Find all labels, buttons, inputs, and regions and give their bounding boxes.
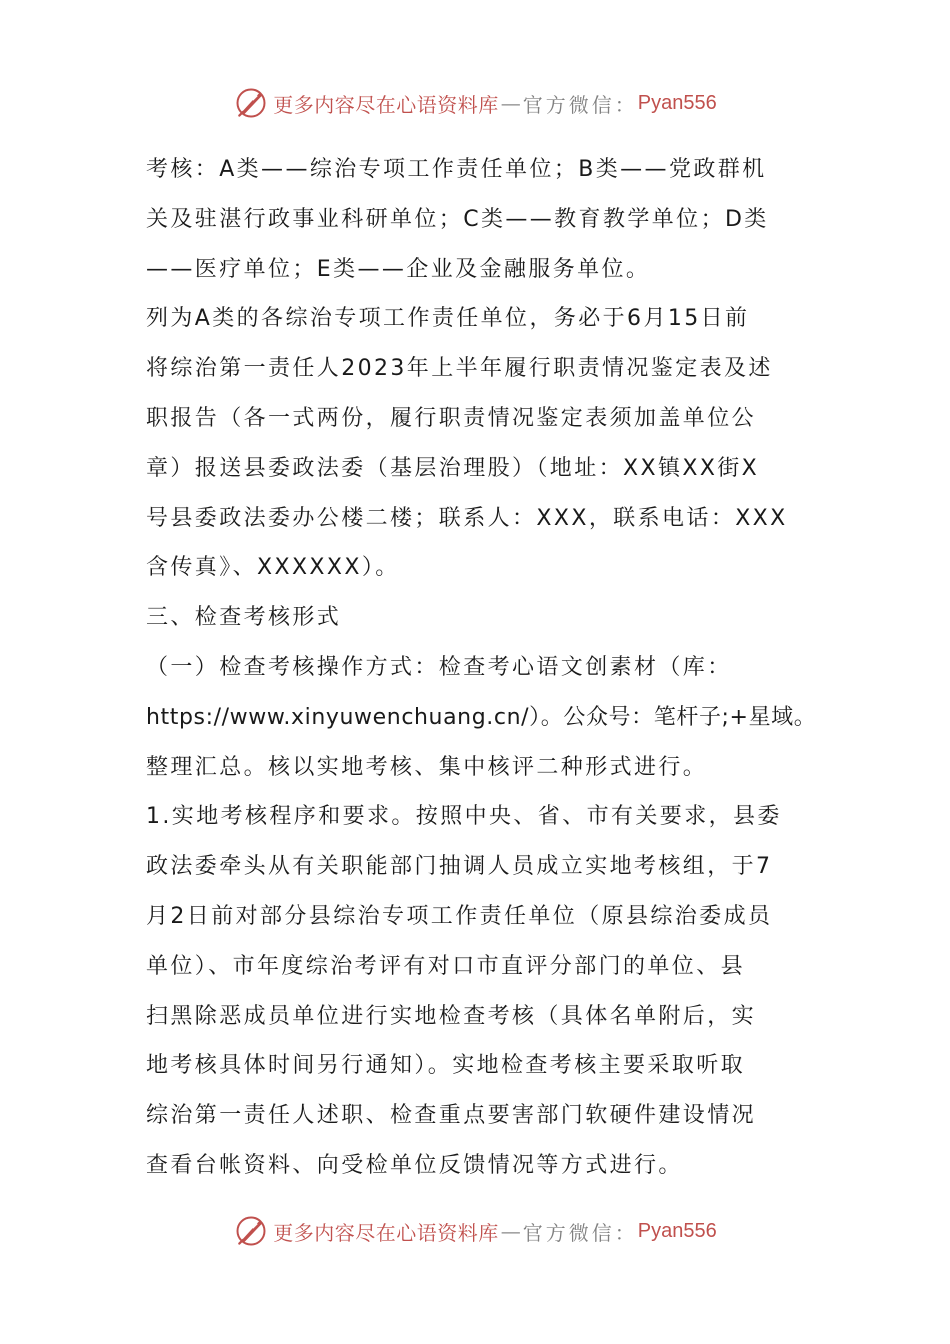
- banner-tagline: 更多内容尽在心语资料库: [273, 1220, 499, 1245]
- banner-wechat-label: 官方微信：: [522, 92, 638, 117]
- body-line: 含传真》、XXXXXX）。: [146, 555, 400, 581]
- body-line: 月2日前对部分县综治专项工作责任单位（原县综治委成员: [146, 903, 773, 929]
- body-line-url: https://www.xinyuwenchuang.cn/）。公众号：笔杆子;+星域。: [146, 704, 817, 730]
- body-line: 综治第一责任人述职、检查重点要害部门软硬件建设情况: [146, 1103, 757, 1129]
- banner-separator: —: [500, 91, 521, 115]
- body-line: ——医疗单位；E类——企业及金融服务单位。: [146, 256, 651, 282]
- banner-separator: —: [500, 1219, 521, 1243]
- banner-tagline: 更多内容尽在心语资料库: [273, 92, 499, 117]
- header-watermark-banner: [0, 78, 950, 128]
- body-line: 章）报送县委政法委（基层治理股）（地址：XX镇XX街X: [146, 455, 760, 481]
- body-line: 将综治第一责任人2023年上半年履行职责情况鉴定表及述: [146, 356, 773, 382]
- body-line: 单位）、市年度综治考评有对口市直评分部门的单位、县: [146, 953, 746, 979]
- document-body: [146, 145, 820, 1191]
- banner-wechat-id: Pyan556: [637, 91, 717, 114]
- body-line: 地考核具体时间另行通知）。实地检查考核主要采取听取: [146, 1053, 746, 1079]
- quill-seal-logo-icon: [233, 1213, 269, 1249]
- footer-watermark-banner: [0, 1206, 950, 1256]
- section-heading: 三、检查考核形式: [146, 605, 342, 631]
- body-line: 关及驻湛行政事业科研单位；C类——教育教学单位；D类: [146, 206, 769, 232]
- body-line: （一）检查考核操作方式：检查考心语文创素材（库：: [146, 654, 732, 680]
- body-line: 政法委牵头从有关职能部门抽调人员成立实地考核组，于7: [146, 854, 773, 880]
- body-line: 职报告（各一式两份，履行职责情况鉴定表须加盖单位公: [146, 405, 757, 431]
- body-line: 号县委政法委办公楼二楼；联系人：XXX，联系电话：XXX: [146, 505, 788, 531]
- body-line: 考核：A类——综治专项工作责任单位；B类——党政群机: [146, 157, 767, 182]
- body-line: 扫黑除恶成员单位进行实地检查考核（具体名单附后，实: [146, 1003, 757, 1029]
- banner-wechat-id: Pyan556: [637, 1219, 717, 1242]
- quill-seal-logo-icon: [233, 85, 269, 121]
- banner-wechat-label: 官方微信：: [522, 1220, 638, 1245]
- body-line: 整理汇总。核以实地考核、集中核评二种形式进行。: [146, 754, 708, 780]
- body-line: 列为A类的各综治专项工作责任单位，务必于6月15日前: [146, 306, 750, 332]
- body-line: 查看台帐资料、向受检单位反馈情况等方式进行。: [146, 1152, 683, 1178]
- body-line: 1.实地考核程序和要求。按照中央、省、市有关要求，县委: [146, 804, 782, 830]
